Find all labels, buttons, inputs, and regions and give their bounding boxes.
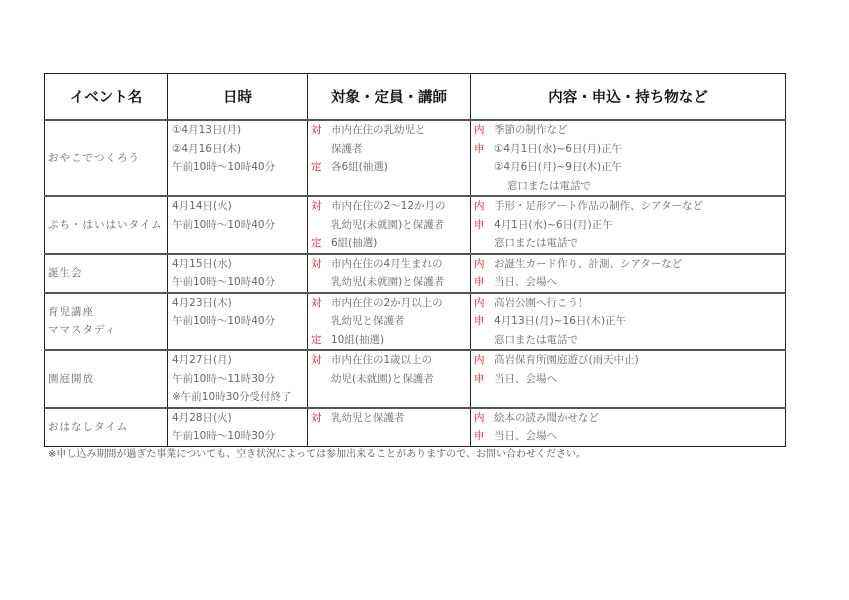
line-text: 窓口または電話で: [507, 179, 591, 192]
label-marker: 対: [311, 354, 322, 366]
target-line: [308, 370, 470, 389]
line-text: 6組(抽選): [331, 237, 378, 249]
target-line: [308, 351, 470, 370]
datetime-line: 4月27日(月): [172, 354, 232, 366]
label-marker: 申: [474, 315, 485, 327]
content-cell: [471, 408, 786, 447]
header-target: 対象・定員・講師: [308, 74, 471, 121]
label-marker: [308, 140, 331, 159]
label-marker: 内: [474, 124, 485, 136]
line-text: 乳幼児(未就園)と保護者: [331, 276, 445, 288]
line-text: 高岩公園へ行こう！: [494, 296, 589, 309]
table-row: [45, 196, 786, 254]
header-datetime: 日時: [168, 74, 308, 121]
content-line: [471, 197, 785, 216]
target-line: [308, 409, 470, 428]
datetime-line: 午前10時～10時40分: [172, 161, 276, 173]
event-name-cell: [45, 293, 168, 351]
line-text: 乳幼児(未就園)と保護者: [331, 218, 445, 231]
line-text: 乳幼児と保護者: [331, 315, 405, 327]
event-name: おはなしタイム: [48, 420, 129, 433]
event-name-cell: [45, 254, 168, 293]
table-row: [45, 408, 786, 447]
target-line: [308, 234, 470, 253]
datetime-line: 午前10時～10時40分: [172, 218, 276, 231]
label-marker: 内: [474, 354, 485, 366]
datetime-line: 午前10時～10時40分: [172, 315, 276, 327]
label-marker: 対: [311, 411, 322, 424]
label-marker: [471, 158, 494, 177]
line-text: 各6組(抽選): [331, 161, 388, 173]
table-row: [45, 350, 786, 408]
event-name-cell: [45, 196, 168, 254]
label-marker: 定: [311, 333, 322, 346]
event-name-cell: [45, 350, 168, 408]
table-row: [45, 254, 786, 293]
content-line: [471, 255, 785, 274]
label-marker: 申: [474, 142, 485, 155]
content-cell: [471, 120, 786, 196]
line-text: 手形・足形アート作品の制作、シアターなど: [494, 200, 703, 212]
table-row: [45, 120, 786, 196]
footnote: ※申し込み期間が過ぎた事業についても、空き状況によっては参加出来ることがありますので、お問い合わせください。: [48, 449, 586, 460]
line-text: 市内在住の2～12か月の: [331, 200, 446, 212]
label-marker: 対: [311, 257, 322, 270]
datetime-line: 4月23日(木): [172, 296, 232, 309]
content-line: [471, 216, 785, 235]
datetime-cell: [168, 293, 308, 351]
event-name: 誕生会: [48, 266, 83, 279]
target-line: [308, 197, 470, 216]
line-text: ①4月1日(水)~6日(月)正午: [494, 142, 623, 155]
target-line: [308, 331, 470, 350]
line-text: お誕生カード作り、計測、シアターなど: [494, 257, 683, 270]
content-cell: [471, 196, 786, 254]
content-line: [471, 177, 785, 196]
target-cell: [308, 196, 471, 254]
content-line: [471, 140, 785, 159]
line-text: 幼児(未就園)と保護者: [331, 372, 434, 385]
datetime-line: ①4月13日(月): [172, 124, 242, 136]
line-text: 季節の制作など: [494, 124, 568, 136]
label-marker: [471, 177, 494, 196]
label-marker: [308, 216, 331, 235]
label-marker: [471, 331, 494, 350]
target-line: [308, 121, 470, 140]
line-text: 10組(抽選): [331, 333, 385, 346]
target-line: [308, 312, 470, 331]
line-text: 市内在住の4月生まれの: [331, 257, 443, 270]
label-marker: [308, 312, 331, 331]
content-line: [471, 158, 785, 177]
line-text: 市内在住の2か月以上の: [331, 296, 443, 309]
target-cell: [308, 120, 471, 196]
line-text: 市内在住の乳幼児と: [331, 124, 426, 136]
label-marker: 定: [311, 161, 322, 173]
content-line: [471, 312, 785, 331]
content-line: [471, 427, 785, 446]
content-line: [471, 234, 785, 253]
label-marker: 申: [474, 218, 485, 231]
line-text: 窓口または電話で: [494, 237, 578, 249]
target-line: [308, 294, 470, 313]
line-text: 乳幼児と保護者: [331, 411, 405, 424]
label-marker: [308, 273, 331, 292]
datetime-line: ※午前10時30分受付終了: [172, 391, 292, 403]
content-line: [471, 121, 785, 140]
target-cell: [308, 408, 471, 447]
target-cell: [308, 350, 471, 408]
line-text: 当日、会場へ: [494, 372, 557, 385]
datetime-line: ②4月16日(木): [172, 142, 242, 155]
content-line: [471, 370, 785, 389]
line-text: 当日、会場へ: [494, 430, 557, 442]
event-name-cell: [45, 408, 168, 447]
label-marker: 内: [474, 296, 485, 309]
label-marker: 定: [311, 237, 322, 249]
target-cell: [308, 293, 471, 351]
datetime-line: 4月14日(火): [172, 200, 232, 212]
label-marker: 申: [474, 430, 485, 442]
content-cell: [471, 350, 786, 408]
datetime-cell: [168, 408, 308, 447]
event-name-cell: [45, 120, 168, 196]
event-name: おやこでつくろう: [48, 151, 140, 164]
header-event-name: イベント名: [45, 74, 168, 121]
event-name: ぷち・はいはいタイム: [48, 218, 163, 231]
label-marker: 申: [474, 372, 485, 385]
label-marker: 内: [474, 200, 485, 212]
line-text: 高岩保育所園庭遊び(雨天中止): [494, 354, 639, 366]
target-line: [308, 255, 470, 274]
line-text: 4月13日(月)~16日(木)正午: [494, 315, 627, 327]
line-text: 当日、会場へ: [494, 276, 557, 288]
target-line: [308, 216, 470, 235]
label-marker: [308, 370, 331, 389]
line-text: 市内在住の1歳以上の: [331, 354, 433, 366]
content-line: [471, 331, 785, 350]
datetime-line: 午前10時～11時30分: [172, 372, 276, 385]
line-text: 窓口または電話で: [494, 333, 578, 346]
line-text: 絵本の読み聞かせなど: [494, 411, 599, 424]
table-row: [45, 293, 786, 351]
content-line: [471, 409, 785, 428]
label-marker: [471, 234, 494, 253]
content-line: [471, 351, 785, 370]
target-line: [308, 140, 470, 159]
datetime-line: 午前10時～10時40分: [172, 276, 276, 288]
event-name: ママスタディ: [48, 324, 117, 337]
content-cell: [471, 293, 786, 351]
line-text: 保護者: [331, 142, 363, 155]
target-cell: [308, 254, 471, 293]
content-cell: [471, 254, 786, 293]
datetime-line: 午前10時～10時30分: [172, 430, 276, 442]
datetime-cell: [168, 350, 308, 408]
target-line: [308, 273, 470, 292]
datetime-cell: [168, 196, 308, 254]
line-text: ②4月6日(月)~9日(木)正午: [494, 161, 623, 173]
content-line: [471, 294, 785, 313]
label-marker: 内: [474, 257, 485, 270]
label-marker: 対: [311, 296, 322, 309]
label-marker: 申: [474, 276, 485, 288]
label-marker: 内: [474, 411, 485, 424]
line-text: 4月1日(水)~6日(月)正午: [494, 218, 613, 231]
event-name: 園庭開放: [48, 372, 94, 385]
event-name: 育児講座: [48, 305, 94, 318]
event-table: [44, 73, 786, 447]
datetime-cell: [168, 120, 308, 196]
content-line: [471, 273, 785, 292]
table-body: [45, 120, 786, 446]
label-marker: 対: [311, 200, 322, 212]
target-line: [308, 158, 470, 177]
datetime-line: 4月28日(火): [172, 411, 232, 424]
header-content: 内容・申込・持ち物など: [471, 74, 786, 121]
label-marker: 対: [311, 124, 322, 136]
datetime-line: 4月15日(水): [172, 257, 232, 270]
datetime-cell: [168, 254, 308, 293]
